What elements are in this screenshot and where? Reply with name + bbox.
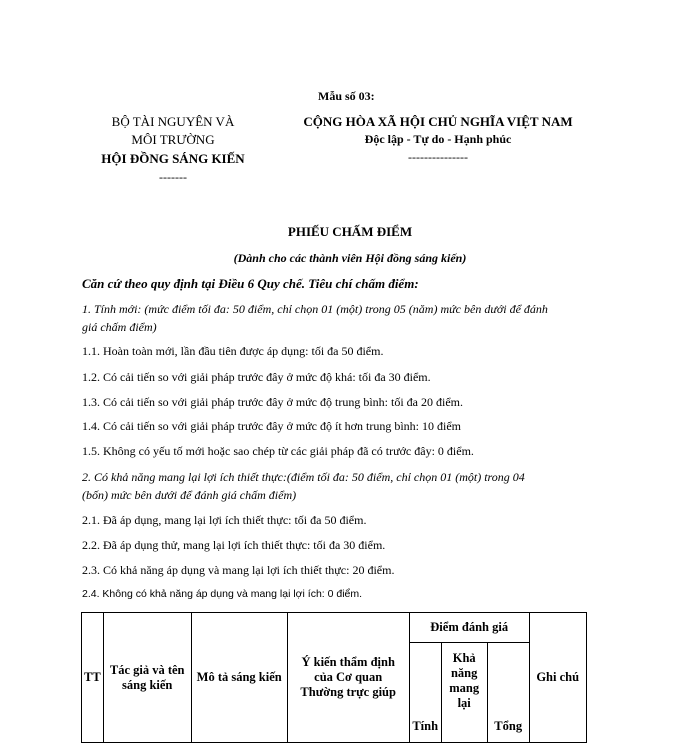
col-tt-header: TT <box>82 613 104 743</box>
criterion1-item: 1.3. Có cải tiến so với giải pháp trước đây ở mức độ trung bình: tối đa 20 điểm. <box>82 395 463 409</box>
nation-title: CỘNG HÒA XÃ HỘI CHỦ NGHĨA VIỆT NAM <box>303 114 573 129</box>
ministry-line1: BỘ TÀI NGUYÊN VÀ <box>111 114 235 129</box>
motto: Độc lập - Tự do - Hạnh phúc <box>364 132 512 146</box>
criterion1-item: 1.5. Không có yếu tố mới hoặc sao chép từ các giải pháp đã có trước đây: 0 điểm. <box>82 444 474 458</box>
page-title: PHIẾU CHẤM ĐIỂM <box>287 224 413 239</box>
criterion2-heading-line2: (bốn) mức bên dưới để đánh giá chấm điểm) <box>82 488 297 502</box>
criterion2-item: 2.1. Đã áp dụng, mang lại lợi ích thiết thực: tối đa 50 điểm. <box>82 513 367 527</box>
criterion1-item: 1.1. Hoàn toàn mới, lần đầu tiên được áp dụng: tối đa 50 điểm. <box>82 344 384 358</box>
col-author-header: Tác giả và tên sáng kiến <box>103 613 191 743</box>
criterion2-item: 2.2. Đã áp dụng thử, mang lại lợi ích thiết thực: tối đa 30 điểm. <box>82 538 386 552</box>
criterion2-item: 2.3. Có khả năng áp dụng và mang lại lợi ích thiết thực: 20 điểm. <box>82 563 395 577</box>
col-total-header: Tổng <box>487 643 529 743</box>
col-benefit-header: Khả năng mang lại <box>441 643 487 743</box>
col-novelty-header: Tính <box>409 643 441 743</box>
criterion1-heading-line1: 1. Tính mới: (mức điểm tối đa: 50 điểm, chỉ chọn 01 (một) trong 05 (năm) mức bên dưới để đánh <box>82 302 548 316</box>
council-name: HỘI ĐỒNG SÁNG KIẾN <box>101 151 245 166</box>
criterion2-item: 2.4. Không có khả năng áp dụng và mang lại lợi ích: 0 điểm. <box>82 588 363 600</box>
page-subtitle: (Dành cho các thành viên Hội đồng sáng kiến) <box>233 251 467 265</box>
criterion1-heading-line2: giá chấm điểm) <box>82 320 157 334</box>
left-divider: ------- <box>159 170 187 184</box>
criterion2-heading-line1: 2. Có khả năng mang lại lợi ích thiết thực:(điểm tối đa: 50 điểm, chỉ chọn 01 (một) trong 04 <box>82 470 525 484</box>
ministry-line2: MÔI TRƯỜNG <box>131 132 215 147</box>
criterion1-item: 1.2. Có cải tiến so với giải pháp trước đây ở mức độ khá: tối đa 30 điểm. <box>82 370 431 384</box>
scoring-table <box>81 612 587 743</box>
evaluation-group-header: Điểm đánh giá <box>409 613 529 643</box>
right-divider: --------------- <box>408 150 468 164</box>
col-description-header: Mô tả sáng kiến <box>191 613 287 743</box>
basis-text: Căn cứ theo quy định tại Điều 6 Quy chế. Tiêu chí chấm điểm: <box>82 276 419 291</box>
col-opinion-header: Ý kiến thẩm định của Cơ quan Thường trực giúp <box>287 613 409 743</box>
col-note-header: Ghi chú <box>529 613 586 743</box>
form-number: Mẫu số 03: <box>318 89 375 103</box>
criterion1-item: 1.4. Có cải tiến so với giải pháp trước đây ở mức độ ít hơn trung bình: 10 điểm <box>82 419 462 433</box>
